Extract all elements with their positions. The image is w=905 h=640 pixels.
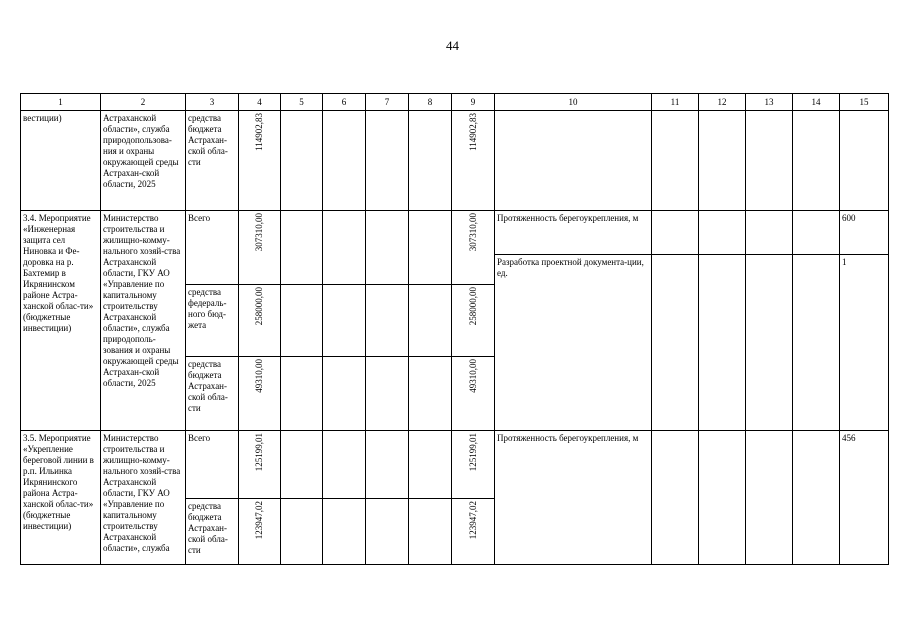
header-cell: 5 [281, 94, 323, 111]
funding-source-cell: средства федераль-ного бюд-жета [186, 285, 239, 357]
total-cell: 114902,83 [452, 111, 495, 211]
total-cell: 49310,00 [452, 357, 495, 431]
page-number: 44 [446, 38, 459, 53]
header-cell: 10 [495, 94, 652, 111]
indicator-name-cell: Разработка проектной документа-ции, ед. [495, 255, 652, 431]
header-cell: 3 [186, 94, 239, 111]
funding-source-cell: Всего [186, 211, 239, 285]
table-row [21, 211, 889, 255]
measure-name-cell: 3.5. Мероприятие «Укрепление береговой линии в р.п. Ильинка Икрянинского района Астра-ханской облас-ти» (бюджетные инвестиции) [21, 431, 101, 565]
header-cell: 12 [699, 94, 746, 111]
executor-cell: Астраханской области», служба природопользова-ния и охраны окружающей среды Астрахан-ской области, 2025 [101, 111, 186, 211]
indicator-value-cell: 600 [840, 211, 889, 255]
header-cell: 1 [21, 94, 101, 111]
indicator-value-cell: 1 [840, 255, 889, 431]
amount-cell: 258000,00 [239, 285, 281, 357]
header-cell: 15 [840, 94, 889, 111]
total-cell: 258000,00 [452, 285, 495, 357]
indicator-value-cell: 456 [840, 431, 889, 565]
executor-cell: Министерство строительства и жилищно-комму-нального хозяй-ства Астраханской области, ГКУ АО «Управление по капитальному строительству Астраханской области», служба природополь-зования и охраны окружающей среды Астрахан-ской области, 2025 [101, 211, 186, 431]
amount-cell: 125199,01 [239, 431, 281, 499]
table-row [21, 431, 889, 499]
measure-name-cell: 3.4. Мероприятие «Инженерная защита сел Ниновка и Фе-доровка на р. Бахтемир в Икрянинском районе Астра-ханской облас-ти» (бюджетные инвестиции) [21, 211, 101, 431]
total-cell: 307310,00 [452, 211, 495, 285]
header-cell: 6 [323, 94, 366, 111]
header-cell: 11 [652, 94, 699, 111]
budget-table [20, 93, 889, 565]
funding-source-cell: средства бюджета Астрахан-ской обла-сти [186, 111, 239, 211]
amount-cell: 307310,00 [239, 211, 281, 285]
header-cell: 4 [239, 94, 281, 111]
funding-source-cell: средства бюджета Астрахан-ской обла-сти [186, 499, 239, 565]
indicator-name-cell: Протяженность берегоукрепления, м [495, 211, 652, 255]
executor-cell: Министерство строительства и жилищно-комму-нального хозяй-ства Астраханской области, ГКУ АО «Управление по капитальному строительству Астраханской области», служба [101, 431, 186, 565]
header-cell: 13 [746, 94, 793, 111]
amount-cell: 49310,00 [239, 357, 281, 431]
header-cell: 2 [101, 94, 186, 111]
header-cell: 8 [409, 94, 452, 111]
measure-name-cell: вестиции) [21, 111, 101, 211]
header-row [21, 94, 889, 111]
header-cell: 14 [793, 94, 840, 111]
header-cell: 9 [452, 94, 495, 111]
total-cell: 125199,01 [452, 431, 495, 499]
table-row [21, 111, 889, 211]
amount-cell: 123947,02 [239, 499, 281, 565]
funding-source-cell: Всего [186, 431, 239, 499]
indicator-name-cell: Протяженность берегоукрепления, м [495, 431, 652, 565]
header-cell: 7 [366, 94, 409, 111]
amount-cell: 114902,83 [239, 111, 281, 211]
funding-source-cell: средства бюджета Астрахан-ской обла-сти [186, 357, 239, 431]
total-cell: 123947,02 [452, 499, 495, 565]
